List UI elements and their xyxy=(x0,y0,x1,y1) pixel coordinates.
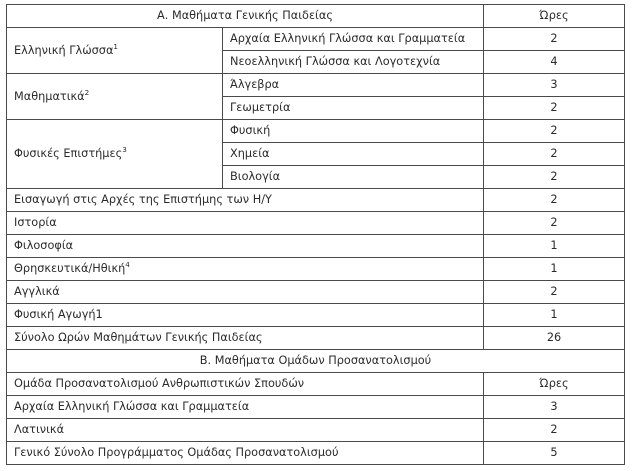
footnote-marker: 3 xyxy=(122,145,127,155)
course-hours-cell: 1 xyxy=(484,304,625,327)
footnote-marker: 4 xyxy=(125,260,130,270)
table-row xyxy=(7,396,625,419)
course-hours-cell: 2 xyxy=(484,97,625,120)
subject-group-name: Φυσικές Επιστήμες xyxy=(14,147,123,160)
course-name-text: Λατινικά xyxy=(14,423,65,436)
course-hours-cell: 3 xyxy=(484,396,625,419)
course-name-cell: Χημεία xyxy=(223,143,484,166)
subject-group-name: Ελληνική Γλώσσα xyxy=(14,43,114,57)
section-title: Β. Μαθήματα Ομάδων Προσανατολισμού xyxy=(7,350,625,373)
course-name-text: Φιλοσοφία xyxy=(14,239,74,252)
subject-group-label xyxy=(7,120,223,189)
course-name-cell xyxy=(7,419,484,442)
course-hours-cell: 26 xyxy=(484,327,625,350)
course-hours-cell: 2 xyxy=(484,419,625,442)
subject-group-name: Μαθηματικά xyxy=(14,89,85,103)
subject-group-label xyxy=(7,28,223,74)
table-row xyxy=(7,304,625,327)
course-name-cell xyxy=(7,258,484,281)
table-row xyxy=(7,212,625,235)
subject-group-label xyxy=(7,74,223,120)
course-name-text: Ομάδα Προσανατολισμού Ανθρωπιστικών Σπουδών xyxy=(14,377,305,390)
course-name-text: Ιστορία xyxy=(14,216,57,229)
course-name-cell xyxy=(7,327,484,350)
course-name-cell: Βιολογία xyxy=(223,166,484,189)
course-hours-cell: 4 xyxy=(484,51,625,74)
table-row xyxy=(7,419,625,442)
course-hours-cell: 2 xyxy=(484,120,625,143)
course-name-text: Σύνολο Ωρών Μαθημάτων Γενικής Παιδείας xyxy=(14,331,263,344)
course-name-cell xyxy=(7,442,484,465)
course-name-cell xyxy=(7,396,484,419)
course-hours-cell: 1 xyxy=(484,235,625,258)
course-name-text: Γενικό Σύνολο Προγράμματος Ομάδας Προσανατολισμού xyxy=(14,446,339,459)
table-row xyxy=(7,189,625,212)
footnote-marker: 1 xyxy=(113,41,118,51)
curriculum-table xyxy=(6,4,625,465)
course-name-cell xyxy=(7,281,484,304)
course-hours-cell: 2 xyxy=(484,143,625,166)
table-row xyxy=(7,28,625,51)
course-name-cell: Φυσική xyxy=(223,120,484,143)
course-name-text: Φυσική Αγωγή1 xyxy=(14,308,103,321)
course-name-cell: Νεοελληνική Γλώσσα και Λογοτεχνία xyxy=(223,51,484,74)
table-row xyxy=(7,442,625,465)
course-name-cell xyxy=(7,235,484,258)
course-hours-cell: 2 xyxy=(484,166,625,189)
course-name-cell xyxy=(7,373,484,396)
table-row xyxy=(7,258,625,281)
table-row xyxy=(7,235,625,258)
course-name-text: Αρχαία Ελληνική Γλώσσα και Γραμματεία xyxy=(14,400,250,413)
course-hours-cell: 2 xyxy=(484,189,625,212)
course-hours-cell: 2 xyxy=(484,212,625,235)
section-title: Α. Μαθήματα Γενικής Παιδείας xyxy=(7,5,484,28)
course-name-cell xyxy=(7,212,484,235)
footnote-marker: 2 xyxy=(84,87,90,97)
course-name-text: Εισαγωγή στις Αρχές της Επιστήμης των Η/Υ xyxy=(14,193,272,206)
course-name-cell xyxy=(7,304,484,327)
course-name-text: Θρησκευτικά/Ηθική xyxy=(14,262,126,275)
course-name-cell: Αρχαία Ελληνική Γλώσσα και Γραμματεία xyxy=(223,28,484,51)
course-hours-cell: 2 xyxy=(484,28,625,51)
course-hours-cell: 1 xyxy=(484,258,625,281)
table-row xyxy=(7,74,625,97)
course-hours-cell: 5 xyxy=(484,442,625,465)
course-name-cell xyxy=(7,189,484,212)
course-hours-cell: 3 xyxy=(484,74,625,97)
section-header-row xyxy=(7,350,625,373)
hours-column-header: Ώρες xyxy=(484,5,625,28)
table-row xyxy=(7,120,625,143)
table-row xyxy=(7,281,625,304)
course-name-text: Αγγλικά xyxy=(14,285,60,298)
course-name-cell: Γεωμετρία xyxy=(223,97,484,120)
section-header-row xyxy=(7,5,625,28)
table-row xyxy=(7,373,625,396)
course-hours-cell: Ώρες xyxy=(484,373,625,396)
table-row xyxy=(7,327,625,350)
course-hours-cell: 2 xyxy=(484,281,625,304)
course-name-cell: Άλγεβρα xyxy=(223,74,484,97)
